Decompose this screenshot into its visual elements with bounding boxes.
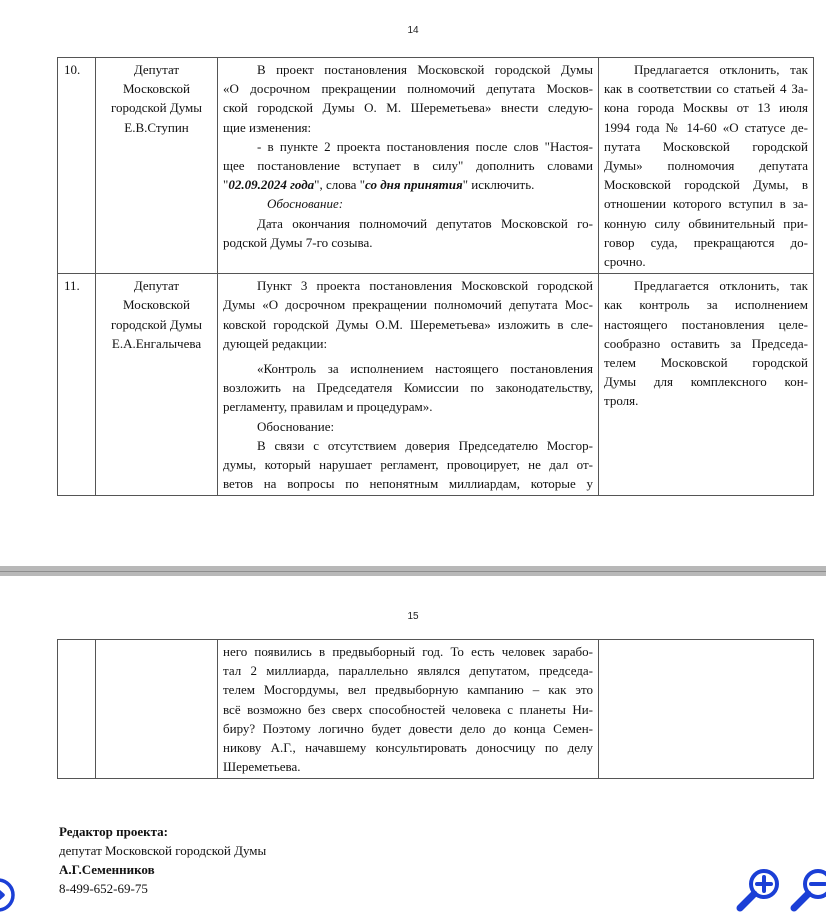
proposal-line: щее постановление вступает в силу" дополнить словами	[223, 158, 593, 174]
row-number: 11.	[58, 274, 96, 496]
conclusion-line: как контроль за исполнением	[604, 297, 808, 313]
proposal-line: «О досрочном прекращении полномочий депутата Москов-	[223, 81, 593, 97]
author-cell	[96, 640, 218, 779]
author-line: Е.В.Ступин	[124, 119, 189, 135]
document-page-15	[0, 576, 826, 917]
document-footer	[59, 822, 266, 898]
conclusion-line: отношении которого вступил в за-	[604, 196, 808, 212]
conclusion-line: 1994 года № 14-60 «О статусе де-	[604, 119, 808, 135]
phrase-emphasis: со дня принятия	[365, 177, 463, 193]
proposal-cell	[218, 274, 599, 496]
proposal-line: дующей редакции:	[223, 335, 328, 351]
proposal-line: «Контроль за исполнением настоящего постановления	[257, 361, 593, 377]
row-number: 10.	[58, 58, 96, 274]
proposal-line: биру? Поэтому логично будет довести дело до конца Семен-	[223, 720, 593, 736]
author-line: городской Думы	[110, 100, 203, 116]
conclusion-cell	[599, 58, 814, 274]
proposal-line: Думы «О досрочном прекращении полномочий депутата Мос-	[223, 297, 593, 313]
page-number: 15	[407, 611, 419, 622]
editor-label: Редактор проекта:	[59, 824, 168, 839]
proposal-line: него появились в предвыборный год. То есть человек зарабо-	[223, 644, 593, 659]
zoom-in-icon[interactable]	[735, 866, 783, 914]
proposal-line: возложить на Председателя Комиссии по законодательству,	[223, 380, 593, 396]
proposal-line: никову А.Г., начавшему консультировать доносчицу по делу	[223, 740, 593, 756]
conclusion-line: Предлагается отклонить, так	[634, 62, 808, 77]
proposal-line: всё возможно без сверх способностей человека с планеты Ни-	[223, 701, 593, 717]
author-line: Московской	[123, 81, 190, 97]
editor-phone: 8-499-652-69-75	[59, 881, 148, 896]
author-line: городской Думы	[110, 316, 203, 332]
page-separator	[0, 566, 826, 576]
row-number	[58, 640, 96, 779]
author-line: Е.А.Енгалычева	[111, 335, 202, 351]
conclusion-line: троля.	[604, 393, 639, 409]
conclusion-line: настоящего постановления целе-	[604, 316, 808, 332]
conclusion-line: кона города Москвы от 13 июля	[604, 100, 808, 116]
author-line: Московской	[123, 297, 190, 313]
proposal-line: - в пункте 2 проекта постановления после слов "Настоя-	[257, 138, 593, 154]
conclusion-line: как в соответствии со статьей 4 За-	[604, 81, 808, 97]
arrow-right-icon[interactable]	[0, 877, 16, 913]
conclusion-line: телем Московской городской	[604, 355, 808, 371]
proposal-line: В проект постановления Московской городской Думы	[257, 62, 593, 77]
author-line: Депутат	[133, 62, 180, 77]
proposal-line: Пункт 3 проекта постановления Московской городской	[257, 278, 593, 294]
justification-heading: Обоснование:	[257, 418, 335, 434]
proposal-line: Дата окончания полномочий депутатов Московской го-	[257, 215, 593, 231]
conclusion-line: Думы» полномочия депутата	[604, 158, 808, 174]
proposal-line: регламенту, правилам и процедурам».	[223, 399, 433, 415]
zoom-out-icon[interactable]	[789, 866, 826, 914]
conclusion-line: срочно.	[604, 254, 646, 270]
proposal-cell	[218, 58, 599, 274]
conclusion-line: Московской городской Думы, в	[604, 177, 808, 193]
editor-position: депутат Московской городской Думы	[59, 843, 267, 858]
conclusion-cell	[599, 640, 814, 779]
proposal-line: тал 2 миллиарда, параллельно являлся депутатом, председа-	[223, 663, 593, 679]
proposal-cell	[218, 640, 599, 779]
proposal-line: ской городской Думы О. М. Шереметьева» внести следую-	[223, 100, 593, 116]
proposal-line: В связи с отсутствием доверия Председателю Мосгор-	[257, 437, 593, 453]
amendments-table-continued	[57, 639, 814, 779]
author-cell	[96, 274, 218, 496]
author-line: Депутат	[133, 278, 180, 294]
conclusion-line: конную силу обвинительный при-	[604, 215, 808, 231]
table-row	[58, 640, 814, 779]
conclusion-line: сообразно оставить за Председа-	[604, 335, 808, 351]
proposal-line: ветов на вопросы по непонятным миллиардам, которые у	[223, 476, 593, 492]
author-cell	[96, 58, 218, 274]
date-emphasis: 02.09.2024 года	[228, 177, 315, 193]
proposal-line: щие изменения:	[223, 119, 312, 135]
conclusion-line: путата Московской городской	[604, 138, 808, 154]
justification-heading: Обоснование:	[267, 196, 344, 212]
page-number: 14	[407, 25, 419, 36]
proposal-line: телем Мосгордумы, вел предвыборную кампанию – как это	[223, 682, 593, 698]
proposal-line: родской Думы 7-го созыва.	[223, 234, 373, 250]
conclusion-line: Предлагается отклонить, так	[634, 278, 808, 294]
editor-name: А.Г.Семенников	[59, 862, 155, 877]
table-row	[58, 274, 814, 496]
proposal-line: думы, который нарушает регламент, провоцирует, не дал от-	[223, 457, 593, 473]
conclusion-cell	[599, 274, 814, 496]
conclusion-line: говор суда, прекращаются до-	[604, 234, 808, 250]
proposal-line: "02.09.2024 года", слова "со дня принятия" исключить.	[223, 177, 535, 193]
proposal-line: ковской городской Думы О.М. Шереметьева» изложить в сле-	[223, 316, 593, 332]
amendments-table	[57, 57, 814, 496]
table-row	[58, 58, 814, 274]
proposal-line: Шереметьева.	[223, 759, 301, 775]
conclusion-line: Думы для комплексного кон-	[604, 374, 808, 390]
